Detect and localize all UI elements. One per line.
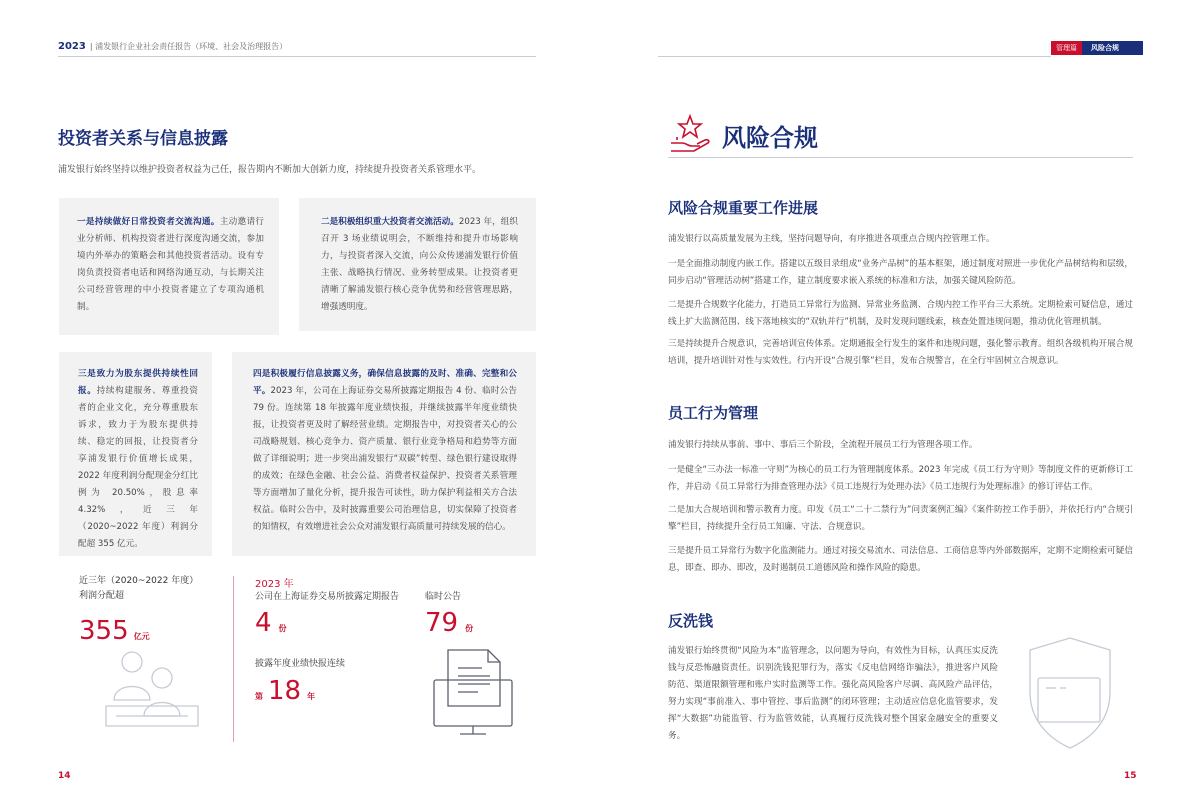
stats-divider: [233, 576, 234, 742]
investor-card-1: [59, 198, 279, 335]
compliance-progress-p2: 一是全面推动制度内嵌工作。搭建以五级目录组成“业务产品树”的基本框架，通过制度对照进一步优化产品树结构和层级，同步启动“管理活动树”搭建工作，建立制度要求嵌入系统的标准和方法，加强关键风险防范。: [668, 259, 1133, 286]
section-name: 风险合规: [1091, 44, 1119, 52]
document-monitor-icon: [430, 646, 516, 738]
report-title: | 浦发银行企业社会责任报告（环境、社会及治理报告）: [89, 42, 288, 51]
header-divider-left: [58, 56, 536, 57]
investor-card-3-text: 三是致力为股东提供持续性回报。持续构建服务、尊重投资者的企业文化，充分尊重股东诉求，致力于为股东提供持续、稳定的回报，让投资者分享浦发银行价值增长成果，2022 年度利润分配现金分红比例为 20.50%，股息率 4.32%，近三年（2020~2022 年度）利润分配超 355 亿元。: [78, 369, 198, 549]
investor-card-1-text: 一是持续做好日常投资者交流沟通。主动邀请行业分析师、机构投资者进行深度沟通交流，参加境内外举办的策略会和其他投资者活动。设有专岗负责投资者电话和网络沟通互动，与长期关注公司经营管理的中小投资者建立了专项沟通机制。: [77, 217, 264, 312]
section-tag: 管理篇: [1051, 41, 1082, 55]
investor-card-2-text: 二是积极组织重大投资者交流活动。2023 年，组织召开 3 场业绩说明会，不断维持和提升市场影响力，与投资者深入交流，向公众传递浦发银行价值主张、战略执行情况、业务转型成果。让投资者更清晰了解浦发银行核心竞争优势和经营管理思路，增强透明度。: [321, 217, 518, 312]
periodic-report-stat: 公司在上海证券交易所披露定期报告 4 份: [255, 592, 400, 638]
stacked-people-icon: [96, 640, 208, 736]
flash-prefix: 第: [255, 692, 263, 701]
investor-card-3: [59, 352, 212, 556]
report-year: 2023: [58, 41, 86, 52]
flash-report-stat: 披露年度业绩快报连续 第 18 年: [255, 659, 346, 706]
flash-unit: 年: [307, 692, 316, 701]
page-number-left: 14: [58, 771, 71, 781]
section-pill: [1051, 41, 1143, 55]
profit-stat: 近三年（2020~2022 年度） 利润分配超 355 亿元: [79, 576, 199, 646]
compliance-progress-p1: 浦发银行以高质量发展为主线，坚持问题导向，有序推进各项重点合规内控管理工作。: [668, 234, 995, 244]
investor-relations-title: 投资者关系与信息披露: [58, 129, 228, 149]
temp-unit: 份: [465, 624, 474, 633]
investor-card-4: [232, 352, 536, 556]
employee-conduct-p3: 二是加大合规培训和警示教育力度。印发《员工“二十二禁行为”问责案例汇编》《案件防控工作手册》，并依托行内“合规引擎”栏目，持续提升全行员工知廉、守法、合规意识。: [668, 505, 1133, 532]
page-number-right: 15: [1124, 771, 1137, 781]
flash-value: 18: [268, 676, 302, 706]
report-header: [58, 41, 287, 52]
compliance-progress-p4: 三是持续提升合规意识，完善培训宣传体系。定期通报全行发生的案件和违规问题，强化警示教育。组织各级机构开展合规培训，提升培训针对性与实效性。行内开设“合规引擎”栏目，发布合规警言，在全行牢固树立合规意识。: [668, 339, 1133, 366]
header-divider-right: [658, 56, 1051, 57]
investor-card-2: [299, 198, 536, 331]
employee-conduct-p2: 一是健全“三办法一标准一守则”为核心的员工行为管理制度体系。2023 年完成《员工行为守则》等制度文件的更新修订工作，并启动《员工异常行为排查管理办法》《员工违规行为处理办法》《员工违规行为处理标准》的修订评估工作。: [668, 465, 1133, 492]
disclosure-year: 2023 年: [255, 579, 294, 590]
anti-money-laundering-p1: 浦发银行始终贯彻“风险为本”监管理念，以问题为导向，有效性为目标，认真压实反洗钱与反恐怖融资责任。识别洗钱犯罪行为，落实《反电信网络诈骗法》，推进客户风险防范、渠道限额管理和账户实时监测等工作。强化高风险客户尽调、高风险产品评估，努力实现“事前准入、事中管控、事后监测”的闭环管理；主动适应信息化监管要求，发挥“大数据”功能监管、行为监管效能，认真履行反洗钱对整个国家金融安全的重要义务。: [668, 646, 998, 741]
anti-money-laundering-title: 反洗钱: [668, 612, 714, 630]
employee-conduct-p1: 浦发银行持续从事前、事中、事后三个阶段，全流程开展员工行为管理各项工作。: [668, 440, 978, 450]
risk-compliance-title: 风险合规: [722, 124, 818, 152]
periodic-unit: 份: [278, 624, 287, 633]
profit-value: 355: [79, 616, 129, 646]
employee-conduct-p4: 三是提升员工异常行为数字化监测能力。通过对接交易流水、司法信息、工商信息等内外部数据库，定期不定期检索可疑信息，即查、即办、即改，及时遏制员工道德风险和操作风险的隐患。: [668, 546, 1133, 573]
periodic-value: 4: [255, 608, 272, 638]
investor-card-4-text: 四是积极履行信息披露义务，确保信息披露的及时、准确、完整和公平。2023 年，公司在上海证券交易所披露定期报告 4 份、临时公告 79 份。连续第 18 年披露年度业绩快报，并继续披露半年度业绩快报，让投资者更及时了解经营业绩。定期报告中，对投资者关心的公司战略规划、核心竞争力、资产质量、银行业竞争格局和趋势等方面做了详细说明；进一步突出浦发银行“双碳”转型、绿色银行建设取得的成效；在绿色金融、社会公益、消费者权益保护、投资者关系管理等方面增加了量化分析，提升报告可读性，助力保护利益相关方合法权益。临时公告中，及时披露重要公司治理信息，切实保障了投资者的知情权，有效增进社会公众对浦发银行高质量可持续发展的信心。: [253, 369, 517, 532]
investor-relations-intro: 浦发银行始终坚持以维护投资者权益为己任，报告期内不断加大创新力度，持续提升投资者关系管理水平。: [58, 165, 482, 175]
shield-screen-icon: [1014, 634, 1126, 754]
temp-value: 79: [425, 608, 459, 638]
compliance-progress-p3: 二是提升合规数字化能力，打造员工异常行为监测、异常业务监测、合规内控工作平台三大系统。定期检索可疑信息，通过线上扩大监测范围、线下落地核实的“双轨并行”机制，及时发现问题线索，核查处置违规问题，推动优化管理机制。: [668, 300, 1133, 327]
temp-announcement-stat: 临时公告 79 份: [425, 592, 474, 638]
compliance-progress-title: 风险合规重要工作进展: [668, 199, 819, 217]
title-divider: [668, 157, 1133, 158]
employee-conduct-title: 员工行为管理: [668, 404, 759, 422]
hand-star-icon: [668, 113, 712, 155]
profit-unit: 亿元: [133, 632, 150, 641]
